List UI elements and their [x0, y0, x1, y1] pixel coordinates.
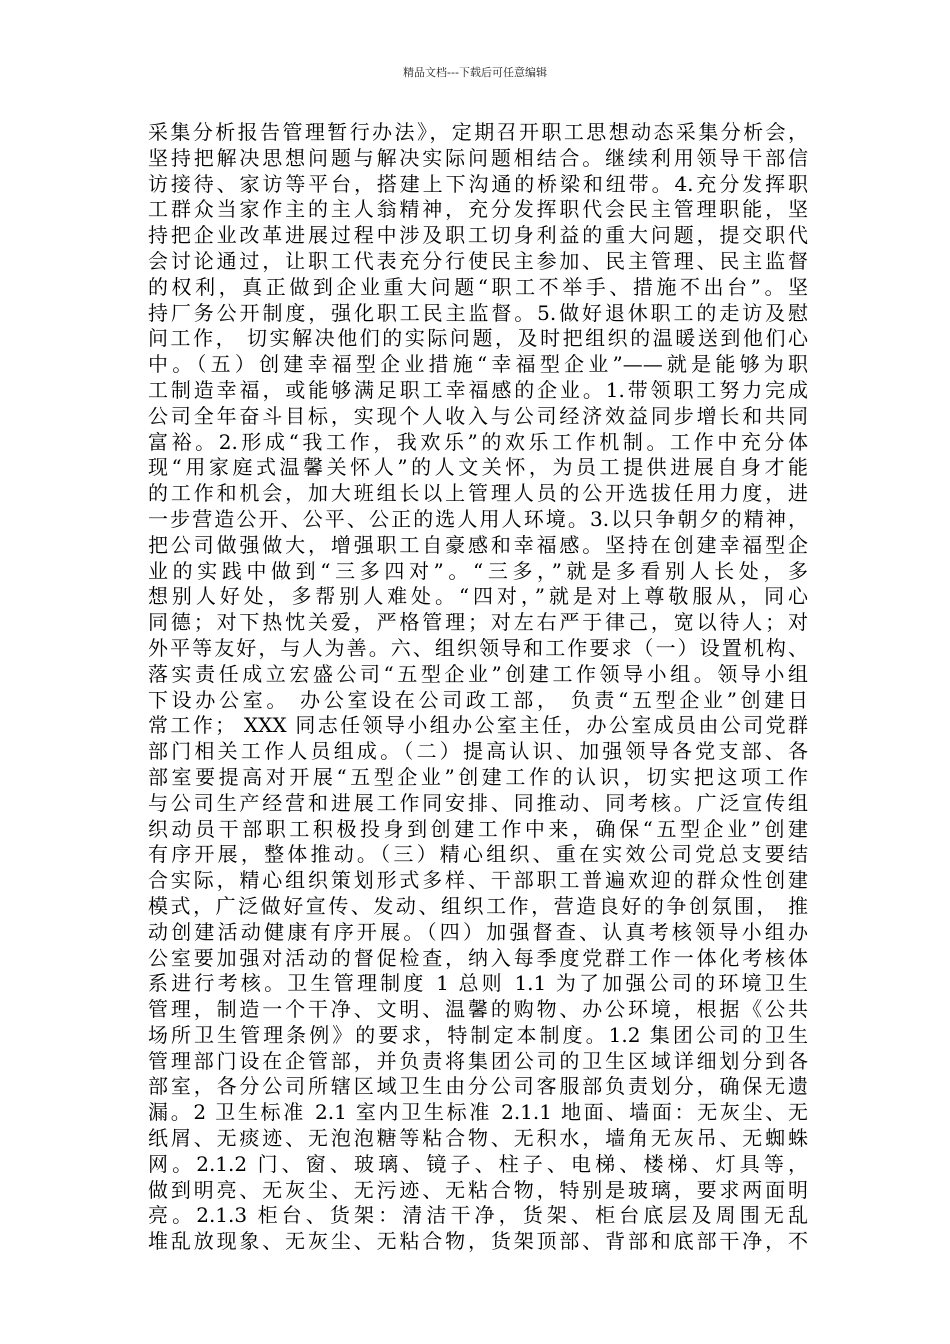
text-line: 纸屑、无痰迹、无泡泡糖等粘合物、无积水，墙角无灰吊、无蜘蛛	[148, 1126, 808, 1151]
text-line: 持厂务公开制度，强化职工民主监督。5.做好退休职工的走访及慰	[148, 300, 808, 325]
text-line: 做到明亮、无灰尘、无污迹、无粘合物，特别是玻璃，要求两面明	[148, 1177, 808, 1202]
text-line: 管理部门设在企管部，并负责将集团公司的卫生区域详细划分到各	[148, 1048, 808, 1073]
text-line: 管理，制造一个干净、文明、温馨的购物、办公环境，根据《公共	[148, 997, 808, 1022]
text-line: 外平等友好，与人为善。六、组织领导和工作要求（一）设置机构、	[148, 635, 808, 660]
text-line: 部室要提高对开展“五型企业”创建工作的认识，切实把这项工作	[148, 764, 808, 789]
text-line: 把公司做强做大，增强职工自豪感和幸福感。坚持在创建幸福型企	[148, 532, 808, 557]
text-line: 一步营造公开、公平、公正的选人用人环境。3.以只争朝夕的精神，	[148, 506, 808, 531]
text-line: 持把企业改革进展过程中涉及职工切身利益的重大问题，提交职代	[148, 223, 808, 248]
text-line: 网。2.1.2 门、窗、玻璃、镜子、柱子、电梯、楼梯、灯具等，	[148, 1151, 808, 1176]
text-line: 场所卫生管理条例》的要求，特制定本制度。1.2 集团公司的卫生	[148, 1022, 808, 1047]
text-line: 漏。2 卫生标准 2.1 室内卫生标准 2.1.1 地面、墙面：无灰尘、无	[148, 1100, 808, 1125]
text-line: 同德；对下热忱关爱，严格管理；对左右严于律己，宽以待人；对	[148, 610, 808, 635]
text-line: 与公司生产经营和进展工作同安排、同推动、同考核。广泛宣传组	[148, 790, 808, 815]
text-line: 织动员干部职工积极投身到创建工作中来，确保“五型企业”创建	[148, 816, 808, 841]
text-line: 的权利，真正做到企业重大问题“职工不举手、措施不出台”。坚	[148, 274, 808, 299]
text-line: 访接待、家访等平台，搭建上下沟通的桥梁和纽带。4.充分发挥职	[148, 171, 808, 196]
text-line: 工制造幸福，或能够满足职工幸福感的企业。1.带领职工努力完成	[148, 377, 808, 402]
text-line: 堆乱放现象、无灰尘、无粘合物，货架顶部、背部和底部干净，不	[148, 1229, 808, 1254]
text-line: 下设办公室。 办公室设在公司政工部， 负责“五型企业”创建日	[148, 687, 808, 712]
text-line: 部门相关工作人员组成。（二）提高认识、加强领导各党支部、各	[148, 739, 808, 764]
text-line: 系进行考核。卫生管理制度 1 总则 1.1 为了加强公司的环境卫生	[148, 971, 808, 996]
text-line: 模式，广泛做好宣传、发动、组织工作，营造良好的争创氛围， 推	[148, 893, 808, 918]
text-line: 常工作； XXX 同志任领导小组办公室主任，办公室成员由公司党群	[148, 713, 808, 738]
text-line: 部室，各分公司所辖区域卫生由分公司客服部负责划分，确保无遗	[148, 1074, 808, 1099]
text-line: 富裕。2.形成“我工作，我欢乐”的欢乐工作机制。工作中充分体	[148, 429, 808, 454]
text-line: 的工作和机会，加大班组长以上管理人员的公开选拔任用力度，进	[148, 481, 808, 506]
text-line: 亮。2.1.3 柜台、货架：清洁干净，货架、柜台底层及周围无乱	[148, 1203, 808, 1228]
text-line: 现“用家庭式温馨关怀人”的人文关怀，为员工提供进展自身才能	[148, 455, 808, 480]
text-line: 动创建活动健康有序开展。（四）加强督查、认真考核领导小组办	[148, 919, 808, 944]
page-header: 精品文档---下载后可任意编辑	[403, 66, 547, 79]
text-line: 公室要加强对活动的督促检查，纳入每季度党群工作一体化考核体	[148, 945, 808, 970]
text-line: 会讨论通过，让职工代表充分行使民主参加、民主管理、民主监督	[148, 248, 808, 273]
text-line: 合实际，精心组织策划形式多样、干部职工普遍欢迎的群众性创建	[148, 868, 808, 893]
text-line: 有序开展，整体推动。（三）精心组织、重在实效公司党总支要结	[148, 842, 808, 867]
document-body	[148, 120, 808, 1255]
text-line: 问工作， 切实解决他们的实际问题，及时把组织的温暖送到他们心	[148, 326, 808, 351]
text-line: 业的实践中做到“三多四对”。“三多，”就是多看别人长处，多	[148, 558, 808, 583]
text-line: 落实责任成立宏盛公司“五型企业”创建工作领导小组。领导小组	[148, 661, 808, 686]
text-line: 中。（五）创建幸福型企业措施“幸福型企业”——就是能够为职	[148, 352, 808, 377]
text-line: 工群众当家作主的主人翁精神，充分发挥职代会民主管理职能，坚	[148, 197, 808, 222]
text-line: 采集分析报告管理暂行办法》，定期召开职工思想动态采集分析会，	[148, 120, 808, 144]
text-line: 想别人好处，多帮别人难处。“四对，”就是对上尊敬服从，同心	[148, 584, 808, 609]
text-line: 公司全年奋斗目标，实现个人收入与公司经济效益同步增长和共同	[148, 403, 808, 428]
text-line: 坚持把解决思想问题与解决实际问题相结合。继续利用领导干部信	[148, 145, 808, 170]
